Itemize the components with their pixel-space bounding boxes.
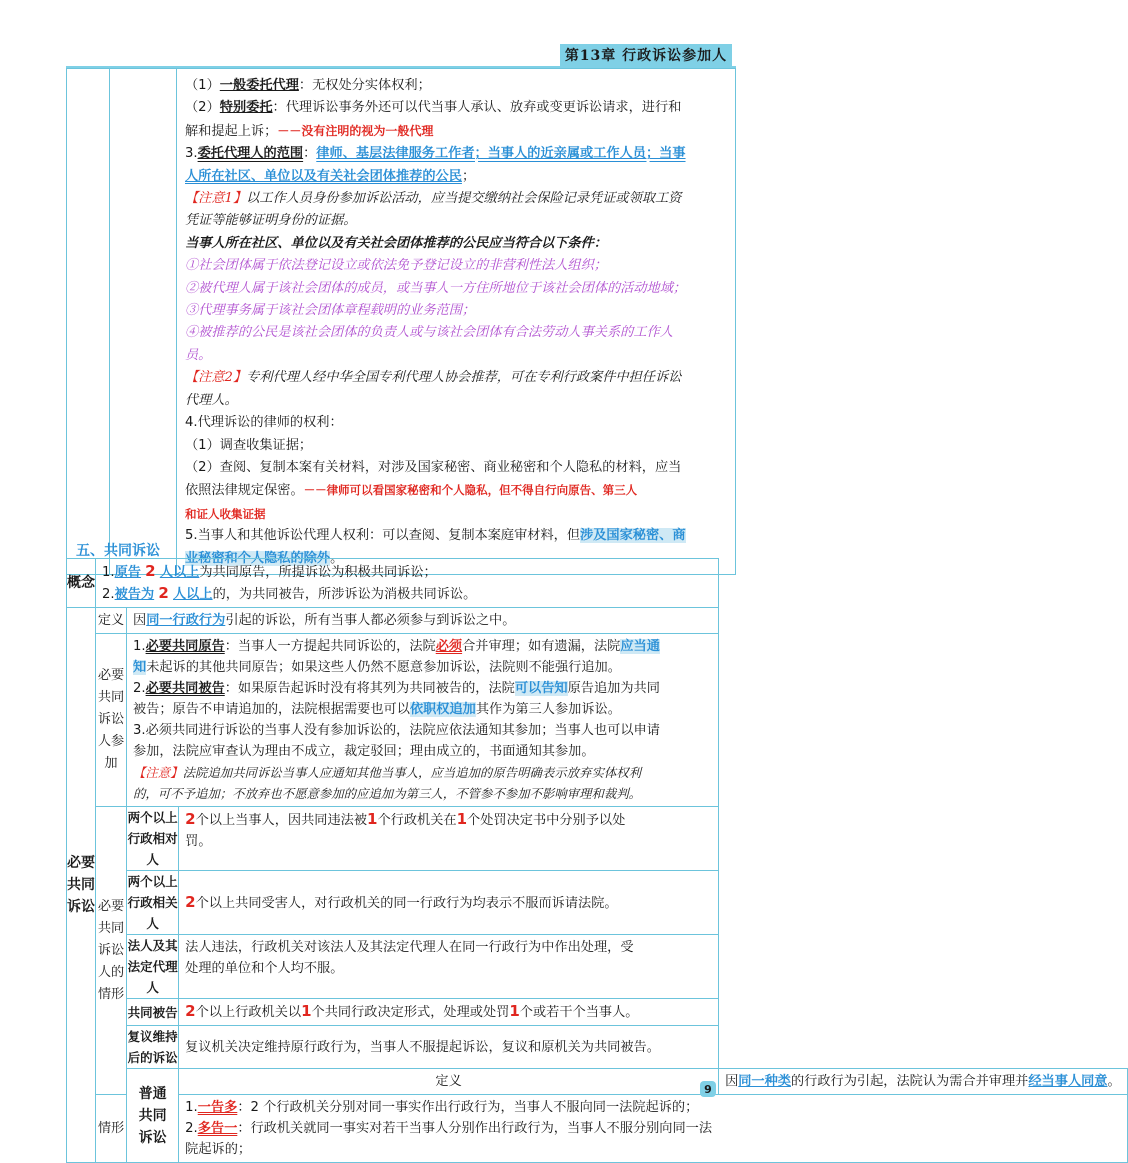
blank-col-2	[110, 69, 177, 575]
blank-col-1	[67, 69, 110, 575]
line-agent-scope: 3.委托代理人的范围：律师、基层法律服务工作者；当事人的近亲属或工作人员；当事	[185, 146, 686, 162]
line-special-agency: （2）特别委托：代理诉讼事务外还可以代当事人承认、放弃或变更诉讼请求，进行和	[185, 100, 682, 116]
s5-label: 复议维持后的诉讼	[127, 1026, 179, 1069]
s3-label: 法人及其法定代理人	[127, 935, 179, 999]
condition-4: ④被推荐的公民是该社会团体的负责人或与该社会团体有合法劳动人事关系的工作人	[185, 325, 673, 341]
agent-content	[177, 69, 736, 575]
s2-content: 2个以上共同受害人，对行政机关的同一行政行为均表示不服而诉请法院。	[179, 871, 719, 935]
ordinary-def-content: 因同一种类的行政行为引起，法院认为需合并审理并经当事人同意。	[719, 1069, 1128, 1095]
line-agent-scope-2: 人所在社区、单位以及有关社会团体推荐的公民；	[185, 168, 476, 184]
agent-table	[66, 68, 736, 575]
situation-row-4	[67, 999, 1128, 1026]
s3-content: 法人违法，行政机关对该法人及其法定代理人在同一行政行为中作出处理，受 处理的单位和个人均不服。	[179, 935, 719, 999]
joint-litigation-table	[66, 558, 1128, 1163]
note-1-cont: 凭证等能够证明身份的证据。	[185, 213, 357, 229]
situation-row-1	[67, 807, 1128, 871]
lawyer-right-2: （2）查阅、复制本案有关材料，对涉及国家秘密、商业秘密和个人隐私的材料，应当	[185, 459, 682, 475]
s1-content: 2个以上当事人，因共同违法被1个行政机关在1个处罚决定书中分别予以处 罚。	[179, 807, 719, 871]
required-join-content: 1.必要共同原告：当事人一方提起共同诉讼的，法院必须合并审理；如有遗漏，法院应当通 知未起诉的其他共同原告；如果这些人仍然不愿意参加诉讼，法院则不能强行追加。 2.必要共同被告：如果原告起诉时没有将其列为共同被告的，法院可以告知原告追加为共同 被告；原告不申请追加的，法院根据需要也可以依职权追加其作为第三人参加诉讼。 3.必须共同进行诉讼的当事人没有参加诉讼的，法院应依法通知其参加；当事人也可以申请 参加，法院应审查认为理由不成立，裁定驳回；理由成立的，书面通知其参加。 【注意】法院追加共同诉讼当事人应通知其他当事人，应当追加的原告明确表示放弃实体权利 的，可不予追加；不放弃也不愿意参加的应追加为第三人，不管参不参加不影响审理和裁判。	[127, 634, 719, 807]
ordinary-def-label: 定义	[179, 1069, 719, 1095]
required-join-row	[67, 634, 1128, 807]
condition-1: ①社会团体属于依法登记设立或依法免予登记设立的非营利性法人组织；	[185, 258, 607, 274]
party-rights-cont: 业秘密和个人隐私的除外。	[185, 550, 344, 566]
lawyer-rights-title: 4.代理诉讼的律师的权利：	[185, 415, 343, 431]
ordinary-def-row	[67, 1069, 1128, 1095]
s4-content: 2个以上行政机关以1个共同行政决定形式，处理或处罚1个或若干个当事人。	[179, 999, 719, 1026]
s2-label: 两个以上行政相关人	[127, 871, 179, 935]
required-situation-label: 必要共同诉讼人的情形	[96, 807, 127, 1095]
s5-content: 复议机关决定维持原行政行为，当事人不服提起诉讼，复议和原机关为共同被告。	[179, 1026, 719, 1069]
conditions-title: 当事人所在社区、单位以及有关社会团体推荐的公民应当符合以下条件：	[185, 235, 607, 251]
required-def-label: 定义	[96, 608, 127, 634]
required-def-content: 因同一行政行为引起的诉讼，所有当事人都必须参与到诉讼之中。	[127, 608, 719, 634]
s1-label: 两个以上行政相对人	[127, 807, 179, 871]
situation-row-5	[67, 1026, 1128, 1069]
ordinary-label: 普通共同诉讼	[127, 1069, 179, 1163]
condition-2: ②被代理人属于该社会团体的成员，或当事人一方住所地位于该社会团体的活动地域；	[185, 280, 687, 296]
line-general-agency: （1）一般委托代理：无权处分实体权利；	[185, 78, 431, 93]
required-def-row	[67, 608, 1128, 634]
concept-content: 1.原告 2 人以上为共同原告，所提诉讼为积极共同诉讼； 2.被告为 2 人以上的，为共同被告，所涉诉讼为消极共同诉讼。	[96, 559, 719, 608]
condition-3: ③代理事务属于该社会团体章程载明的业务范围；	[185, 303, 476, 319]
situation-row-2	[67, 871, 1128, 935]
party-rights: 5.当事人和其他诉讼代理人权利：可以查阅、复制本案庭审材料，但涉及国家秘密、商	[185, 528, 686, 544]
ordinary-sit-label: 情形	[96, 1095, 127, 1163]
concept-label: 概念	[67, 559, 96, 608]
required-label: 必要共同诉讼	[67, 608, 96, 1163]
concept-row	[67, 559, 1128, 608]
ordinary-sit-content: 1.一告多：2 个行政机关分别对同一事实作出行政行为，当事人不服向同一法院起诉的； 2.多告一：行政机关就同一事实对若干当事人分别作出行政行为，当事人不服分别向同一法 院起诉的；	[179, 1095, 1128, 1163]
section-title: 五、共同诉讼	[76, 543, 160, 559]
note-2: 【注意2】专利代理人经中华全国专利代理人协会推荐，可在专利行政案件中担任诉讼	[185, 370, 682, 386]
lawyer-right-1: （1）调查收集证据；	[185, 437, 313, 453]
page-number: 9	[700, 1081, 716, 1097]
note-1: 【注意1】以工作人员身份参加诉讼活动，应当提交缴纳社会保险记录凭证或领取工资	[185, 191, 682, 207]
note-2-cont: 代理人。	[185, 392, 238, 408]
lawyer-right-2-cont: 依照法律规定保密。－－律师可以看国家秘密和个人隐私，但不得自行向原告、第三人	[185, 483, 638, 499]
condition-4-cont: 员。	[185, 347, 212, 363]
chapter-header: 第13章 行政诉讼参加人	[560, 44, 732, 66]
required-join-label: 必要共同诉讼人参加	[96, 634, 127, 807]
situation-row-3	[67, 935, 1128, 999]
lawyer-right-2-note: 和证人收集证据	[185, 506, 266, 521]
s4-label: 共同被告	[127, 999, 179, 1026]
line-appeal: 解和提起上诉；－－没有注明的视为一般代理	[185, 123, 434, 139]
ordinary-sit-row	[67, 1095, 1128, 1163]
